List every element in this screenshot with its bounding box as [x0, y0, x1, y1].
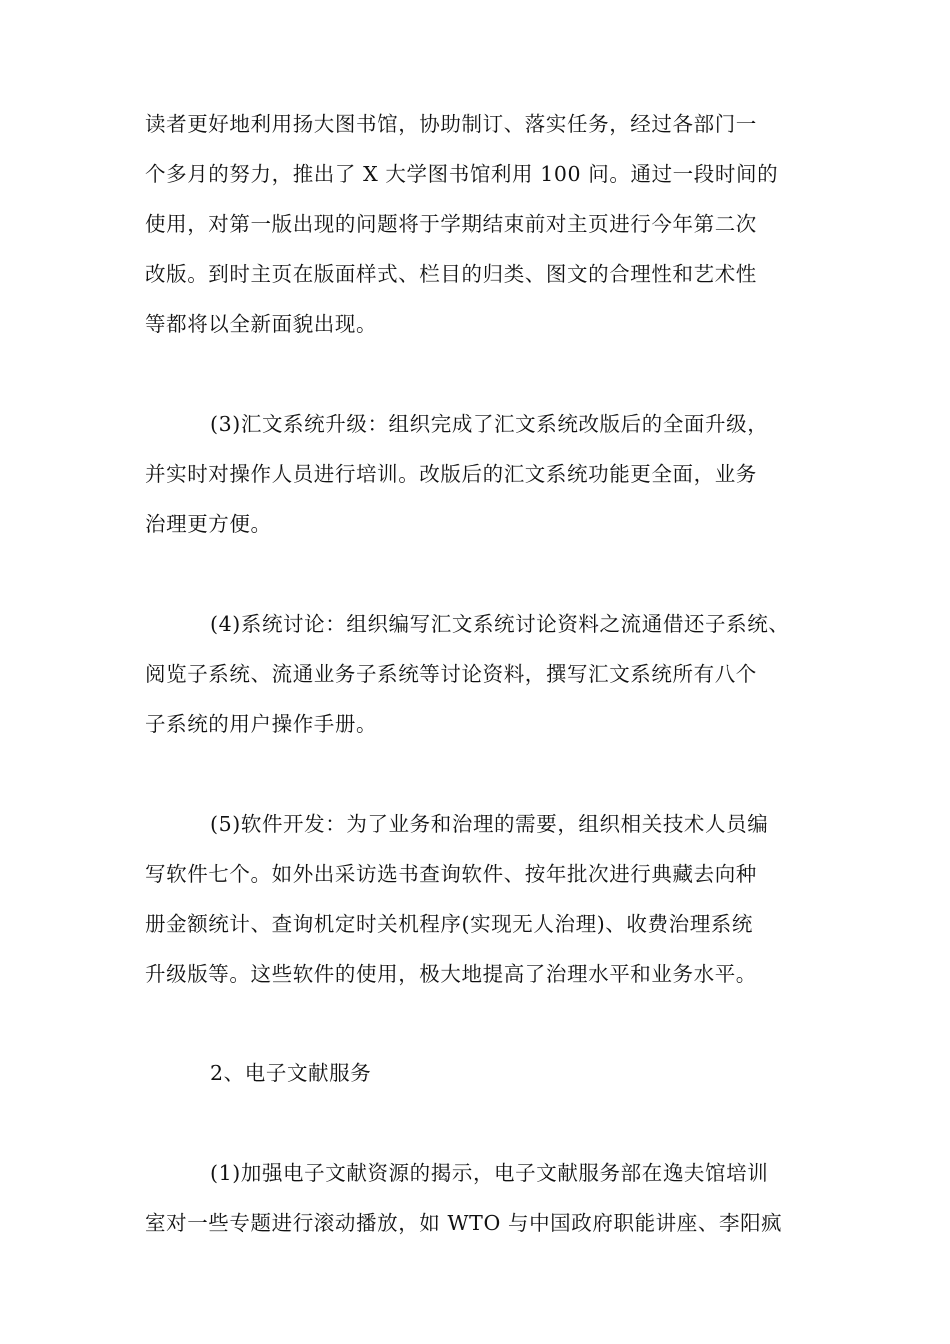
- text-line: 升级版等。这些软件的使用，极大地提高了治理水平和业务水平。: [145, 962, 757, 986]
- paragraph-start-line: (3)汇文系统升级：组织完成了汇文系统改版后的全面升级，: [210, 412, 769, 436]
- text-line: 个多月的努力，推出了 X 大学图书馆利用 100 问。通过一段时间的: [145, 162, 779, 186]
- paragraph-start-line: (5)软件开发：为了业务和治理的需要，组织相关技术人员编: [210, 812, 769, 836]
- text-line: 室对一些专题进行滚动播放，如 WTO 与中国政府职能讲座、李阳疯: [145, 1211, 783, 1235]
- text-line: 册金额统计、查询机定时关机程序(实现无人治理)、收费治理系统: [145, 912, 753, 936]
- text-line: 治理更方便。: [145, 512, 272, 536]
- paragraph-start-line: (1)加强电子文献资源的揭示，电子文献服务部在逸夫馆培训: [210, 1161, 769, 1185]
- section-heading: 2、电子文献服务: [210, 1061, 372, 1085]
- text-line: 使用，对第一版出现的问题将于学期结束前对主页进行今年第二次: [145, 212, 757, 236]
- text-line: 阅览子系统、流通业务子系统等讨论资料，撰写汇文系统所有八个: [145, 662, 757, 686]
- text-line: 等都将以全新面貌出现。: [145, 312, 378, 336]
- text-line: 读者更好地利用扬大图书馆，协助制订、落实任务，经过各部门一: [145, 112, 757, 136]
- text-line: 子系统的用户操作手册。: [145, 712, 378, 736]
- text-line: 改版。到时主页在版面样式、栏目的归类、图文的合理性和艺术性: [145, 262, 757, 286]
- paragraph-start-line: (4)系统讨论：组织编写汇文系统讨论资料之流通借还子系统、: [210, 612, 790, 636]
- text-line: 并实时对操作人员进行培训。改版后的汇文系统功能更全面，业务: [145, 462, 757, 486]
- text-line: 写软件七个。如外出采访选书查询软件、按年批次进行典藏去向种: [145, 862, 757, 886]
